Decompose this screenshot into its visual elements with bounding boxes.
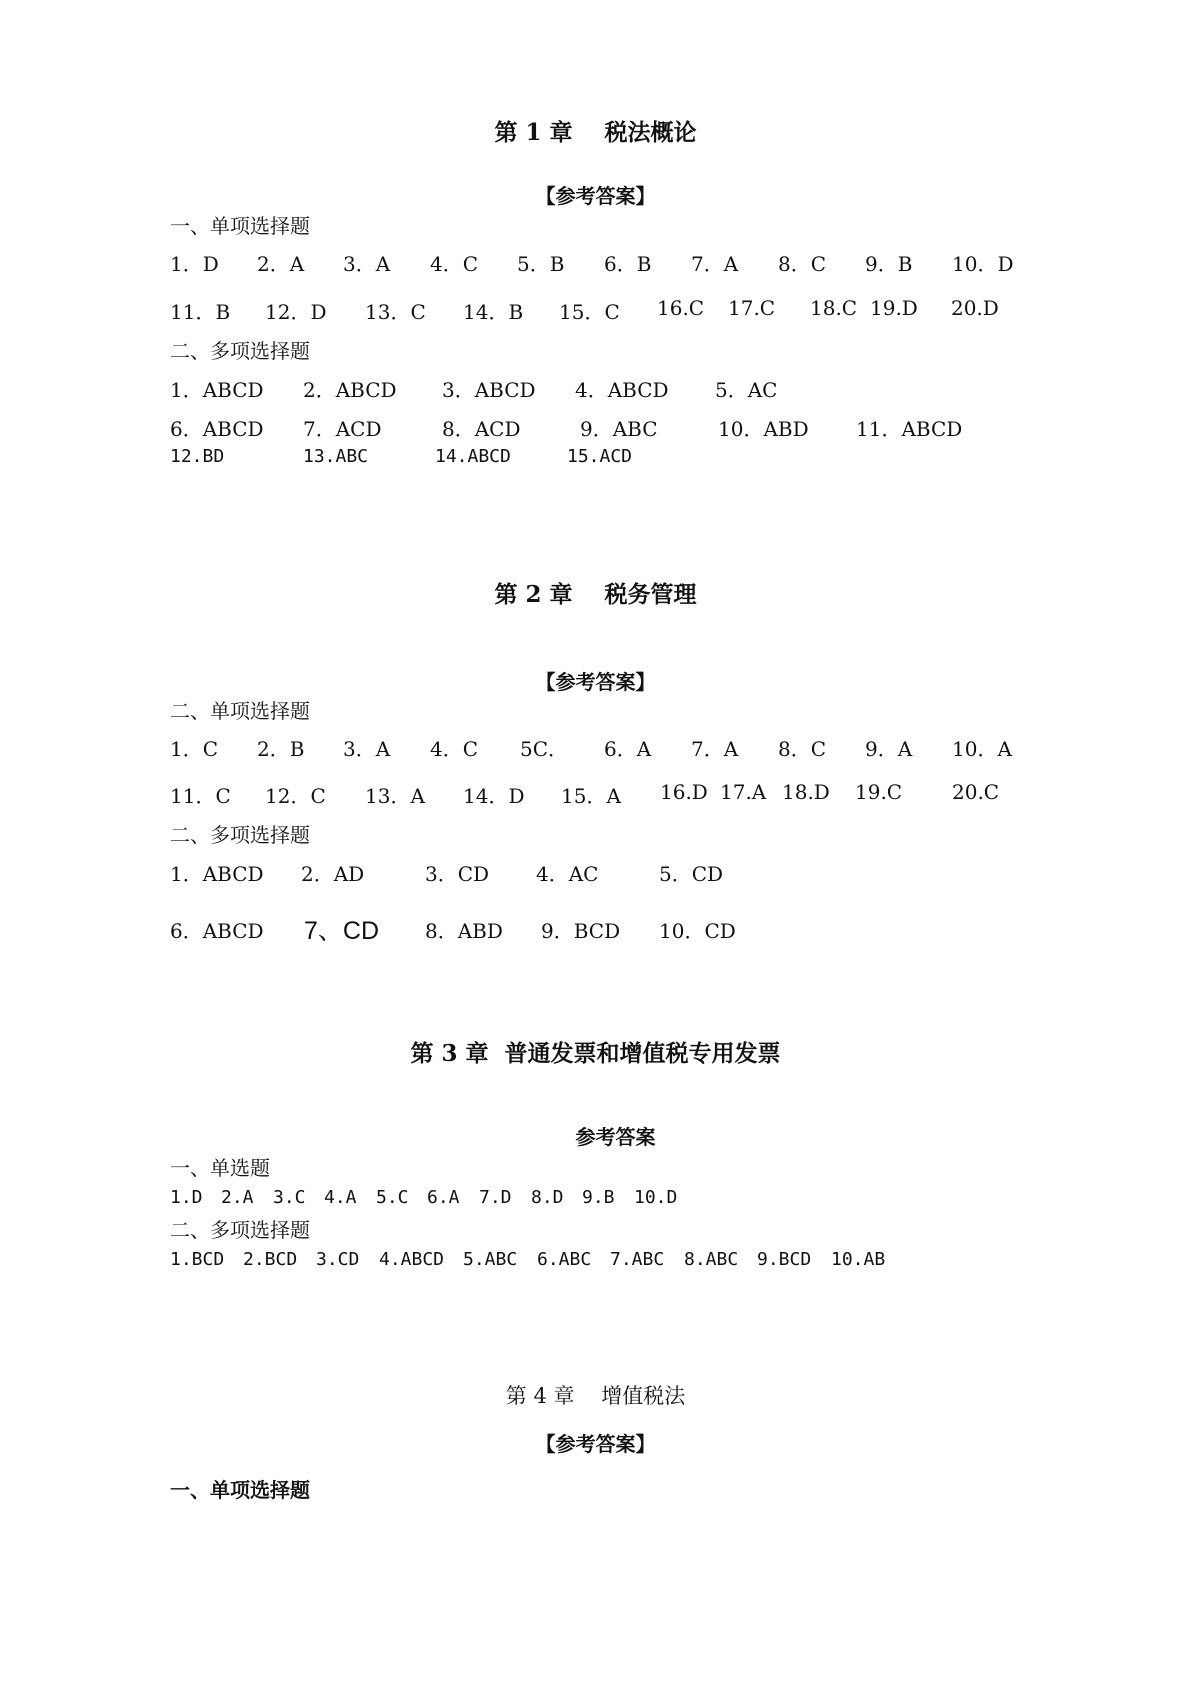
answer-item: 1.BCD: [170, 1249, 225, 1270]
answer-item: 5．AC: [715, 378, 778, 402]
answer-item: 13.ABC: [303, 446, 369, 467]
answer-item: 11．ABCD: [856, 417, 963, 441]
answer-item: 5．CD: [659, 862, 724, 886]
chapter-2-multi-row-2: [170, 915, 1070, 945]
answer-item: 13．A: [365, 784, 425, 808]
chapter-2-answer-heading: 【参考答案】: [535, 670, 656, 694]
answer-item: 5C．: [520, 737, 569, 761]
chapter-3-single-row-1: [170, 1187, 1070, 1217]
answer-item: 2．ABCD: [303, 378, 397, 402]
answer-item: 9．BCD: [541, 919, 621, 943]
chapter-2-title: 第 2 章 税务管理: [494, 581, 697, 608]
answer-item: 1．ABCD: [170, 862, 264, 886]
answer-item: 3．A: [343, 252, 391, 276]
answer-item: 5.C: [376, 1187, 409, 1208]
answer-item: 3.CD: [316, 1249, 360, 1270]
answer-item: 8．C: [778, 252, 827, 276]
chapter-3-single-heading: 一、单选题: [170, 1156, 270, 1180]
answer-item: 9．B: [865, 252, 913, 276]
answer-item: 4．C: [430, 252, 479, 276]
chapter-3-answer-heading: 参考答案: [575, 1125, 656, 1149]
answer-item: 19.C: [855, 780, 903, 804]
answer-item: 8．ABD: [425, 919, 503, 943]
answer-item: 12．C: [265, 784, 326, 808]
answer-item: 19.D: [870, 296, 918, 320]
answer-item: 6．A: [604, 737, 652, 761]
answer-item: 9.BCD: [757, 1249, 812, 1270]
answer-item: 6．B: [604, 252, 652, 276]
answer-item: 15.ACD: [567, 446, 633, 467]
answer-item: 11．B: [170, 300, 231, 324]
answer-item: 20.D: [951, 296, 999, 320]
chapter-1-single-row-2: [170, 296, 1070, 326]
answer-item: 6.ABC: [537, 1249, 592, 1270]
chapter-1-multi-heading: 二、多项选择题: [170, 339, 310, 363]
answer-item: 6．ABCD: [170, 919, 264, 943]
answer-item: 10．A: [952, 737, 1012, 761]
answer-item: 1．C: [170, 737, 219, 761]
answer-item: 2.A: [221, 1187, 254, 1208]
answer-item: 2．B: [257, 737, 305, 761]
answer-item: 9．ABC: [580, 417, 658, 441]
answer-item: 3．CD: [425, 862, 490, 886]
chapter-2-single-row-2: [170, 780, 1070, 810]
answer-item: 4.ABCD: [379, 1249, 445, 1270]
chapter-2-single-heading: 二、单项选择题: [170, 699, 310, 723]
chapter-4-single-heading: 一、单项选择题: [170, 1478, 310, 1502]
chapter-1-single-heading: 一、单项选择题: [170, 214, 310, 238]
answer-item: 4．ABCD: [575, 378, 669, 402]
answer-item: 14．B: [463, 300, 524, 324]
answer-item: 14.ABCD: [435, 446, 511, 467]
answer-item-large: 7、CD: [304, 917, 380, 945]
answer-item: 6.A: [427, 1187, 460, 1208]
answer-item: 17.C: [728, 296, 776, 320]
answer-item: 4．AC: [536, 862, 599, 886]
answer-item: 3.C: [273, 1187, 306, 1208]
chapter-3-multi-row-1: [170, 1249, 1070, 1279]
answer-item: 9．A: [865, 737, 913, 761]
answer-item: 8．ACD: [442, 417, 521, 441]
chapter-4-title: 第 4 章 增值税法: [505, 1384, 686, 1408]
chapter-2-multi-row-1: [170, 858, 1070, 888]
chapter-1-title: 第 1 章 税法概论: [494, 119, 697, 146]
answer-item: 1.D: [170, 1187, 203, 1208]
answer-item: 18.C: [810, 296, 858, 320]
answer-item: 17.A: [720, 780, 767, 804]
answer-item: 4.A: [324, 1187, 357, 1208]
answer-item: 18.D: [782, 780, 830, 804]
answer-item: 10．ABD: [718, 417, 809, 441]
chapter-1-multi-row-3: [170, 446, 1070, 476]
answer-item: 2.BCD: [243, 1249, 298, 1270]
answer-item: 5．B: [517, 252, 565, 276]
answer-item: 6．ABCD: [170, 417, 264, 441]
answer-item: 12．D: [265, 300, 327, 324]
answer-item: 3．A: [343, 737, 391, 761]
answer-item: 7．ACD: [303, 417, 382, 441]
answer-item: 5.ABC: [463, 1249, 518, 1270]
chapter-2-single-row-1: [170, 733, 1070, 763]
answer-item: 8.D: [531, 1187, 564, 1208]
answer-item: 1．ABCD: [170, 378, 264, 402]
answer-item: 7.D: [479, 1187, 512, 1208]
answer-item: 7．A: [691, 737, 739, 761]
chapter-3-title: 第 3 章 普通发票和增值税专用发票: [410, 1040, 781, 1067]
answer-item: 20.C: [952, 780, 1000, 804]
answer-item: 16.C: [657, 296, 705, 320]
answer-item: 8.ABC: [684, 1249, 739, 1270]
answer-item: 7.ABC: [610, 1249, 665, 1270]
answer-item: 11．C: [170, 784, 231, 808]
answer-item: 2．AD: [301, 862, 365, 886]
answer-item: 10．CD: [659, 919, 736, 943]
answer-item: 2．A: [257, 252, 305, 276]
chapter-1-multi-row-2: [170, 413, 1070, 443]
chapter-1-single-row-1: [170, 248, 1070, 278]
answer-item: 9.B: [582, 1187, 615, 1208]
chapter-3-multi-heading: 二、多项选择题: [170, 1218, 310, 1242]
answer-item: 13．C: [365, 300, 426, 324]
answer-item: 3．ABCD: [442, 378, 536, 402]
answer-item: 4．C: [430, 737, 479, 761]
chapter-1-multi-row-1: [170, 374, 1070, 404]
answer-item: 10.AB: [831, 1249, 886, 1270]
answer-item: 16.D: [660, 780, 708, 804]
answer-item: 14．D: [463, 784, 525, 808]
chapter-4-answer-heading: 【参考答案】: [535, 1432, 656, 1456]
answer-item: 10.D: [634, 1187, 678, 1208]
answer-item: 1．D: [170, 252, 219, 276]
chapter-2-multi-heading: 二、多项选择题: [170, 823, 310, 847]
answer-item: 12.BD: [170, 446, 225, 467]
answer-item: 8．C: [778, 737, 827, 761]
answer-item: 15．C: [559, 300, 620, 324]
answer-item: 7．A: [691, 252, 739, 276]
answer-item: 10．D: [952, 252, 1014, 276]
answer-item: 15．A: [561, 784, 621, 808]
chapter-1-answer-heading: 【参考答案】: [535, 184, 656, 208]
